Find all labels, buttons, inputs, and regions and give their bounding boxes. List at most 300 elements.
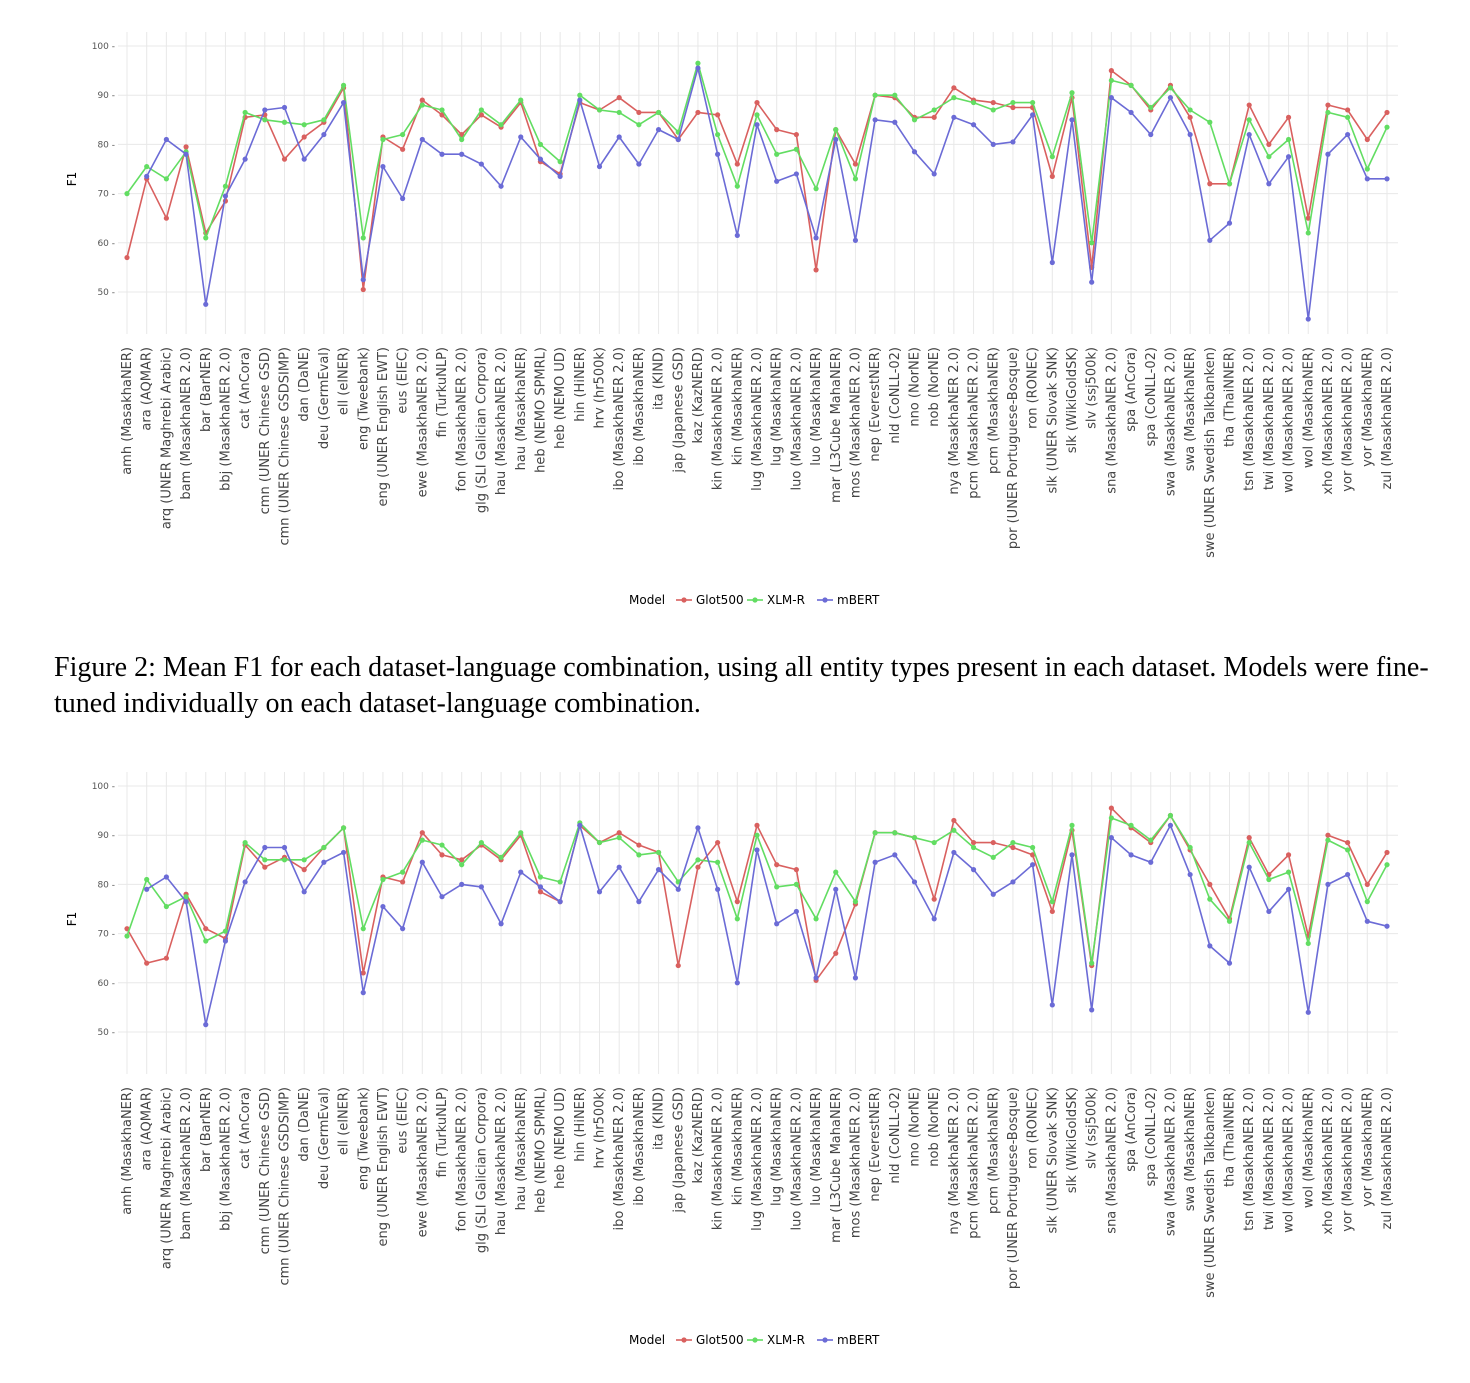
c1-point-mbert <box>1227 221 1232 226</box>
c2-x-tick-label: hau (MasakhaNER 2.0) <box>494 1087 510 1236</box>
c1-point-xlm-r <box>223 184 228 189</box>
c2-point-mbert <box>617 865 622 870</box>
c2-point-glot500 <box>302 867 307 872</box>
c1-y-tick-label: 60 - <box>97 238 115 249</box>
c1-point-xlm-r <box>1069 90 1074 95</box>
c1-x-tick-label: fin (TurkuNLP) <box>435 347 450 438</box>
c1-point-xlm-r <box>361 235 366 240</box>
c2-point-xlm-r <box>479 840 484 845</box>
c2-point-mbert <box>203 1022 208 1027</box>
c1-x-tick-label: tha (ThaiNNER) <box>1222 347 1238 448</box>
c1-point-mbert <box>1109 95 1114 100</box>
c1-point-glot500 <box>715 112 720 117</box>
c2-point-xlm-r <box>538 874 543 879</box>
c1-x-tick-label: fon (MasakhaNER 2.0) <box>454 347 470 492</box>
c2-point-mbert <box>361 990 366 995</box>
c2-point-mbert <box>1188 872 1193 877</box>
c2-x-tick-label: spa (CoNLL-02) <box>1143 1087 1159 1187</box>
c1-y-axis-title: F1 <box>65 171 79 187</box>
c2-point-glot500 <box>1207 882 1212 887</box>
c2-point-mbert <box>1365 919 1370 924</box>
c2-x-tick-label: yor (MasakhaNER 2.0) <box>1340 1087 1356 1232</box>
c1-point-mbert <box>1010 139 1015 144</box>
c2-x-tick-label: ewe (MasakhaNER 2.0) <box>415 1087 431 1238</box>
c1-point-xlm-r <box>1247 117 1252 122</box>
c1-point-mbert <box>341 100 346 105</box>
c2-point-glot500 <box>617 830 622 835</box>
c1-point-glot500 <box>420 98 425 103</box>
c2-point-mbert <box>498 921 503 926</box>
c1-x-tick-label: wol (MasakhaNER) <box>1301 347 1317 469</box>
c1-legend-dot-mbert <box>822 597 827 602</box>
c1-point-glot500 <box>774 127 779 132</box>
c1-point-mbert <box>1188 132 1193 137</box>
c2-y-tick-label: 80 - <box>97 880 115 891</box>
chart-2 <box>0 740 1470 1383</box>
c2-x-tick-label: nob (NorNE) <box>927 1087 943 1167</box>
c1-point-glot500 <box>1384 110 1389 115</box>
c1-x-tick-label: pcm (MasakhaNER) <box>986 347 1002 474</box>
c1-point-mbert <box>1207 238 1212 243</box>
c1-point-xlm-r <box>1050 154 1055 159</box>
c1-x-tick-label: nob (NorNE) <box>927 347 943 427</box>
c1-point-xlm-r <box>262 117 267 122</box>
c2-point-xlm-r <box>321 845 326 850</box>
c2-point-mbert <box>479 884 484 889</box>
c2-point-xlm-r <box>794 882 799 887</box>
c2-x-tick-label: eng (UNER English EWT) <box>375 1087 391 1247</box>
c1-x-tick-label: cmn (UNER Chinese GSD) <box>257 347 273 515</box>
c2-point-xlm-r <box>498 855 503 860</box>
c2-point-mbert <box>1050 1002 1055 1007</box>
c2-point-mbert <box>1207 943 1212 948</box>
c1-point-xlm-r <box>1030 100 1035 105</box>
c2-point-glot500 <box>695 865 700 870</box>
c1-point-xlm-r <box>439 107 444 112</box>
c1-point-glot500 <box>1010 105 1015 110</box>
c2-legend-label-mbert: mBERT <box>837 1333 880 1347</box>
c2-point-xlm-r <box>991 855 996 860</box>
c1-x-tick-label: bam (MasakhaNER 2.0) <box>179 347 195 500</box>
c1-point-xlm-r <box>341 83 346 88</box>
c2-point-glot500 <box>1384 850 1389 855</box>
c1-x-tick-label: bbj (MasakhaNER 2.0) <box>218 347 234 491</box>
c2-point-glot500 <box>951 818 956 823</box>
c1-x-tick-label: hin (HiNER) <box>572 347 588 422</box>
c2-point-xlm-r <box>1010 840 1015 845</box>
c1-point-xlm-r <box>636 122 641 127</box>
c1-x-tick-label: spa (AnCora) <box>1124 347 1140 432</box>
c2-point-xlm-r <box>400 870 405 875</box>
c2-point-xlm-r <box>341 825 346 830</box>
c1-point-xlm-r <box>1168 85 1173 90</box>
c1-point-xlm-r <box>991 107 996 112</box>
c1-point-xlm-r <box>577 93 582 98</box>
c2-point-mbert <box>1247 865 1252 870</box>
c2-point-glot500 <box>262 865 267 870</box>
c1-point-mbert <box>774 179 779 184</box>
c1-point-xlm-r <box>459 137 464 142</box>
c1-point-mbert <box>1384 176 1389 181</box>
c2-legend-label-glot500: Glot500 <box>696 1333 744 1347</box>
c1-point-xlm-r <box>302 122 307 127</box>
c2-point-mbert <box>853 975 858 980</box>
c2-x-tick-label: yor (MasakhaNER) <box>1360 1087 1376 1207</box>
c1-point-xlm-r <box>1325 110 1330 115</box>
c1-point-mbert <box>853 238 858 243</box>
c2-point-xlm-r <box>1109 815 1114 820</box>
c1-point-xlm-r <box>617 110 622 115</box>
c2-point-mbert <box>459 882 464 887</box>
c2-point-mbert <box>420 860 425 865</box>
c2-point-glot500 <box>1345 840 1350 845</box>
c2-point-mbert <box>439 894 444 899</box>
c1-point-xlm-r <box>892 93 897 98</box>
c2-point-glot500 <box>636 842 641 847</box>
c2-point-xlm-r <box>813 916 818 921</box>
c2-x-tick-label: luo (MasakhaNER 2.0) <box>789 1087 805 1231</box>
c2-legend-title: Model <box>629 1333 666 1347</box>
c1-point-mbert <box>912 149 917 154</box>
c2-point-xlm-r <box>1247 840 1252 845</box>
c1-point-glot500 <box>1345 107 1350 112</box>
c1-point-mbert <box>183 152 188 157</box>
c2-x-tick-label: slk (WikiGoldSK) <box>1065 1087 1080 1194</box>
c2-point-xlm-r <box>144 877 149 882</box>
c1-x-tick-label: yor (MasakhaNER) <box>1360 347 1376 467</box>
c1-point-xlm-r <box>971 100 976 105</box>
c2-point-mbert <box>1168 823 1173 828</box>
c2-point-xlm-r <box>1286 870 1291 875</box>
c1-point-mbert <box>1306 316 1311 321</box>
c1-point-mbert <box>380 164 385 169</box>
c2-point-glot500 <box>932 897 937 902</box>
c1-point-mbert <box>1325 152 1330 157</box>
c1-x-tick-label: nya (MasakhaNER 2.0) <box>946 347 962 495</box>
c2-x-tick-label: ibo (MasakhaNER) <box>631 1087 647 1206</box>
c1-point-xlm-r <box>1010 100 1015 105</box>
c1-point-glot500 <box>1188 115 1193 120</box>
c2-x-tick-label: heb (NEMO SPMRL) <box>533 1087 549 1213</box>
c1-point-glot500 <box>282 157 287 162</box>
c2-point-glot500 <box>1325 833 1330 838</box>
c1-point-mbert <box>1365 176 1370 181</box>
c2-x-tick-label: cmn (UNER Chinese GSD) <box>257 1087 273 1255</box>
c1-point-xlm-r <box>813 186 818 191</box>
c1-point-xlm-r <box>1207 120 1212 125</box>
c1-x-tick-label: kin (MasakhaNER 2.0) <box>710 347 726 491</box>
c2-point-mbert <box>1128 852 1133 857</box>
c2-point-xlm-r <box>1207 897 1212 902</box>
c1-point-mbert <box>951 115 956 120</box>
c2-x-tick-label: pcm (MasakhaNER) <box>986 1087 1002 1214</box>
c1-point-glot500 <box>124 255 129 260</box>
c1-point-mbert <box>932 171 937 176</box>
c1-point-glot500 <box>735 161 740 166</box>
c1-x-tick-label: kin (MasakhaNER) <box>730 347 746 466</box>
c1-point-mbert <box>991 142 996 147</box>
c1-x-tick-label: dan (DaNE) <box>297 347 313 422</box>
c1-point-mbert <box>498 184 503 189</box>
c1-x-tick-label: eng (UNER English EWT) <box>375 347 391 507</box>
c2-point-xlm-r <box>932 840 937 845</box>
c2-point-mbert <box>695 825 700 830</box>
c2-x-tick-label: kin (MasakhaNER) <box>730 1087 746 1206</box>
c2-x-tick-label: por (UNER Portuguese-Bosque) <box>1005 1087 1021 1290</box>
c2-point-xlm-r <box>243 840 248 845</box>
c2-point-xlm-r <box>873 830 878 835</box>
c2-point-glot500 <box>420 830 425 835</box>
c2-x-tick-label: swa (MasakhaNER) <box>1183 1087 1199 1212</box>
c1-point-glot500 <box>991 100 996 105</box>
c1-point-mbert <box>577 98 582 103</box>
c2-point-mbert <box>991 892 996 897</box>
c2-point-mbert <box>164 874 169 879</box>
c1-x-tick-label: heb (NEMO UD) <box>553 347 569 449</box>
c2-x-tick-label: nya (MasakhaNER 2.0) <box>946 1087 962 1235</box>
c1-point-glot500 <box>617 95 622 100</box>
c1-x-tick-label: hrv (hr500k) <box>592 347 608 429</box>
c2-x-tick-label: zul (MasakhaNER 2.0) <box>1380 1087 1395 1230</box>
c2-point-glot500 <box>794 867 799 872</box>
c1-x-tick-label: hau (MasakhaNER 2.0) <box>494 347 510 496</box>
c2-point-mbert <box>735 980 740 985</box>
c1-point-mbert <box>617 134 622 139</box>
c1-point-mbert <box>813 235 818 240</box>
c2-point-xlm-r <box>420 838 425 843</box>
c2-point-glot500 <box>164 956 169 961</box>
c1-point-xlm-r <box>912 117 917 122</box>
c1-point-mbert <box>262 107 267 112</box>
c1-point-mbert <box>892 120 897 125</box>
c2-point-mbert <box>538 884 543 889</box>
c1-point-mbert <box>971 122 976 127</box>
c2-point-xlm-r <box>1188 845 1193 850</box>
c1-point-mbert <box>538 157 543 162</box>
c1-point-xlm-r <box>498 122 503 127</box>
c2-point-xlm-r <box>833 870 838 875</box>
c1-point-xlm-r <box>932 107 937 112</box>
c1-legend-dot-xlm-r <box>752 597 757 602</box>
c1-point-xlm-r <box>1306 230 1311 235</box>
c1-point-glot500 <box>400 147 405 152</box>
c2-point-mbert <box>341 850 346 855</box>
c2-point-mbert <box>932 916 937 921</box>
c2-point-mbert <box>597 889 602 894</box>
c2-point-xlm-r <box>1168 813 1173 818</box>
c2-point-xlm-r <box>892 830 897 835</box>
c1-x-tick-label: glg (SLI Galician Corpora) <box>474 347 490 514</box>
c1-point-mbert <box>479 161 484 166</box>
c2-point-mbert <box>400 926 405 931</box>
c1-point-xlm-r <box>558 159 563 164</box>
c1-point-mbert <box>282 105 287 110</box>
c1-point-xlm-r <box>321 117 326 122</box>
c1-point-mbert <box>558 174 563 179</box>
c2-point-mbert <box>676 887 681 892</box>
c2-x-tick-label: tsn (MasakhaNER 2.0) <box>1242 1087 1258 1231</box>
c1-x-tick-label: heb (NEMO SPMRL) <box>533 347 549 473</box>
c2-point-mbert <box>262 845 267 850</box>
c1-point-mbert <box>1148 132 1153 137</box>
c1-legend-label-mbert: mBERT <box>837 593 880 607</box>
c2-x-tick-label: bbj (MasakhaNER 2.0) <box>218 1087 234 1231</box>
c2-point-glot500 <box>1365 882 1370 887</box>
c1-point-mbert <box>1247 132 1252 137</box>
c2-x-tick-label: pcm (MasakhaNER 2.0) <box>966 1087 982 1239</box>
c1-point-xlm-r <box>1128 83 1133 88</box>
c2-x-tick-label: bam (MasakhaNER 2.0) <box>179 1087 195 1240</box>
c2-point-glot500 <box>754 823 759 828</box>
c1-x-tick-label: bar (BarNER) <box>198 347 214 433</box>
c1-x-tick-label: slv (ssj500k) <box>1084 347 1100 429</box>
c2-point-mbert <box>282 845 287 850</box>
c2-point-mbert <box>380 904 385 909</box>
c2-x-tick-label: hin (HiNER) <box>572 1087 588 1162</box>
c2-point-glot500 <box>735 899 740 904</box>
c1-point-mbert <box>400 196 405 201</box>
c2-y-axis-title: F1 <box>65 911 79 927</box>
c1-x-tick-label: swa (MasakhaNER 2.0) <box>1163 347 1179 497</box>
c1-x-tick-label: spa (CoNLL-02) <box>1143 347 1159 447</box>
c1-point-xlm-r <box>124 191 129 196</box>
c1-x-tick-label: ibo (MasakhaNER 2.0) <box>612 347 628 491</box>
c1-x-tick-label: kaz (KazNERD) <box>690 347 706 444</box>
c1-point-mbert <box>636 161 641 166</box>
c1-point-xlm-r <box>774 152 779 157</box>
c2-point-mbert <box>873 860 878 865</box>
c2-point-xlm-r <box>459 862 464 867</box>
c2-point-xlm-r <box>617 835 622 840</box>
c2-x-tick-label: xho (MasakhaNER 2.0) <box>1320 1087 1336 1235</box>
c1-point-xlm-r <box>951 95 956 100</box>
c2-point-glot500 <box>833 951 838 956</box>
c2-point-xlm-r <box>558 879 563 884</box>
c2-x-tick-label: arq (UNER Maghrebi Arabic) <box>159 1087 175 1270</box>
c1-grid <box>118 32 1398 334</box>
c1-point-glot500 <box>1207 181 1212 186</box>
c1-x-tick-label: swa (MasakhaNER) <box>1183 347 1199 472</box>
c1-x-tick-label: nno (NorNE) <box>907 347 923 427</box>
c2-point-xlm-r <box>1266 877 1271 882</box>
c1-point-mbert <box>1089 280 1094 285</box>
c2-point-mbert <box>1148 860 1153 865</box>
c2-point-xlm-r <box>774 884 779 889</box>
c1-point-glot500 <box>1109 68 1114 73</box>
c1-point-mbert <box>459 152 464 157</box>
c2-point-mbert <box>1325 882 1330 887</box>
c2-point-mbert <box>833 887 838 892</box>
c2-y-tick-label: 100 - <box>91 782 115 792</box>
c2-x-tick-label: ron (RONEC) <box>1025 1087 1041 1169</box>
c2-x-tick-label: glg (SLI Galician Corpora) <box>474 1087 490 1254</box>
c2-series-line-mbert <box>147 825 1387 1024</box>
c1-point-mbert <box>676 137 681 142</box>
c1-x-tick-label: ibo (MasakhaNER) <box>631 347 647 466</box>
c1-legend-label-xlm-r: XLM-R <box>767 593 805 607</box>
c1-point-glot500 <box>951 85 956 90</box>
c1-x-tick-label: ara (AQMAR) <box>139 347 155 431</box>
c2-point-mbert <box>656 867 661 872</box>
c2-point-mbert <box>577 823 582 828</box>
c2-point-xlm-r <box>971 845 976 850</box>
c1-x-tick-label: ron (RONEC) <box>1025 347 1041 429</box>
c2-x-tick-label: mos (MasakhaNER 2.0) <box>848 1087 864 1239</box>
c1-point-glot500 <box>794 132 799 137</box>
c1-point-mbert <box>164 137 169 142</box>
c1-point-xlm-r <box>853 176 858 181</box>
c2-point-glot500 <box>203 926 208 931</box>
c2-x-tick-label: lug (MasakhaNER) <box>769 1087 785 1207</box>
c1-x-tick-label: lug (MasakhaNER 2.0) <box>750 347 765 491</box>
c1-x-tick-label: xho (MasakhaNER 2.0) <box>1320 347 1336 495</box>
c1-point-xlm-r <box>400 132 405 137</box>
c2-y-tick-label: 60 - <box>97 978 115 989</box>
c1-point-glot500 <box>1365 137 1370 142</box>
c2-point-mbert <box>1227 961 1232 966</box>
c1-point-mbert <box>695 66 700 71</box>
c1-point-glot500 <box>302 134 307 139</box>
c1-point-xlm-r <box>1345 115 1350 120</box>
c1-point-glot500 <box>1247 102 1252 107</box>
c1-point-glot500 <box>1286 115 1291 120</box>
c2-point-mbert <box>302 889 307 894</box>
c2-point-mbert <box>1109 835 1114 840</box>
c1-x-tick-label: nld (CoNLL-02) <box>887 347 903 444</box>
c1-x-tick-label: amh (MasakhaNER) <box>120 347 135 475</box>
c2-point-xlm-r <box>361 926 366 931</box>
c1-point-glot500 <box>636 110 641 115</box>
c1-x-tick-label: sna (MasakhaNER 2.0) <box>1104 347 1120 494</box>
c1-x-tick-label: ita (KIND) <box>651 347 667 411</box>
c2-x-tick-label: jap (Japanese GSD) <box>671 1087 687 1213</box>
c1-x-tick-label: eng (Tweebank) <box>356 347 372 451</box>
c1-point-mbert <box>1266 181 1271 186</box>
c2-point-xlm-r <box>636 852 641 857</box>
c1-x-tick-label: lug (MasakhaNER) <box>769 347 785 467</box>
c2-point-glot500 <box>971 840 976 845</box>
c2-point-xlm-r <box>853 899 858 904</box>
c1-point-xlm-r <box>794 147 799 152</box>
c2-x-tick-label: deu (GermEval) <box>316 1087 332 1190</box>
c1-point-mbert <box>735 233 740 238</box>
c2-x-tick-label: kin (MasakhaNER 2.0) <box>710 1087 726 1231</box>
c1-y-tick-label: 100 - <box>91 42 115 52</box>
c2-x-tick-label: spa (AnCora) <box>1124 1087 1140 1172</box>
c2-point-mbert <box>1306 1010 1311 1015</box>
chart-1 <box>0 0 1470 640</box>
c2-x-tick-label: cmn (UNER Chinese GSDSIMP) <box>277 1087 293 1286</box>
c2-point-glot500 <box>538 889 543 894</box>
c1-point-xlm-r <box>518 98 523 103</box>
c1-point-mbert <box>794 171 799 176</box>
c2-point-mbert <box>1010 879 1015 884</box>
c1-x-tick-label: mar (L3Cube MahaNER) <box>828 347 844 503</box>
c2-x-tick-label: eng (Tweebank) <box>356 1087 372 1191</box>
c1-point-xlm-r <box>1089 240 1094 245</box>
c1-point-xlm-r <box>1109 78 1114 83</box>
c2-y-tick-label: 90 - <box>97 831 115 842</box>
c2-x-tick-label: twi (MasakhaNER 2.0) <box>1261 1087 1277 1231</box>
c1-point-xlm-r <box>597 107 602 112</box>
c2-point-glot500 <box>144 961 149 966</box>
c2-point-mbert <box>1345 872 1350 877</box>
c1-x-tick-label: nep (EverestNER) <box>868 347 884 462</box>
c2-point-mbert <box>518 870 523 875</box>
c2-point-mbert <box>1286 887 1291 892</box>
c2-point-mbert <box>912 879 917 884</box>
c2-point-xlm-r <box>1365 899 1370 904</box>
